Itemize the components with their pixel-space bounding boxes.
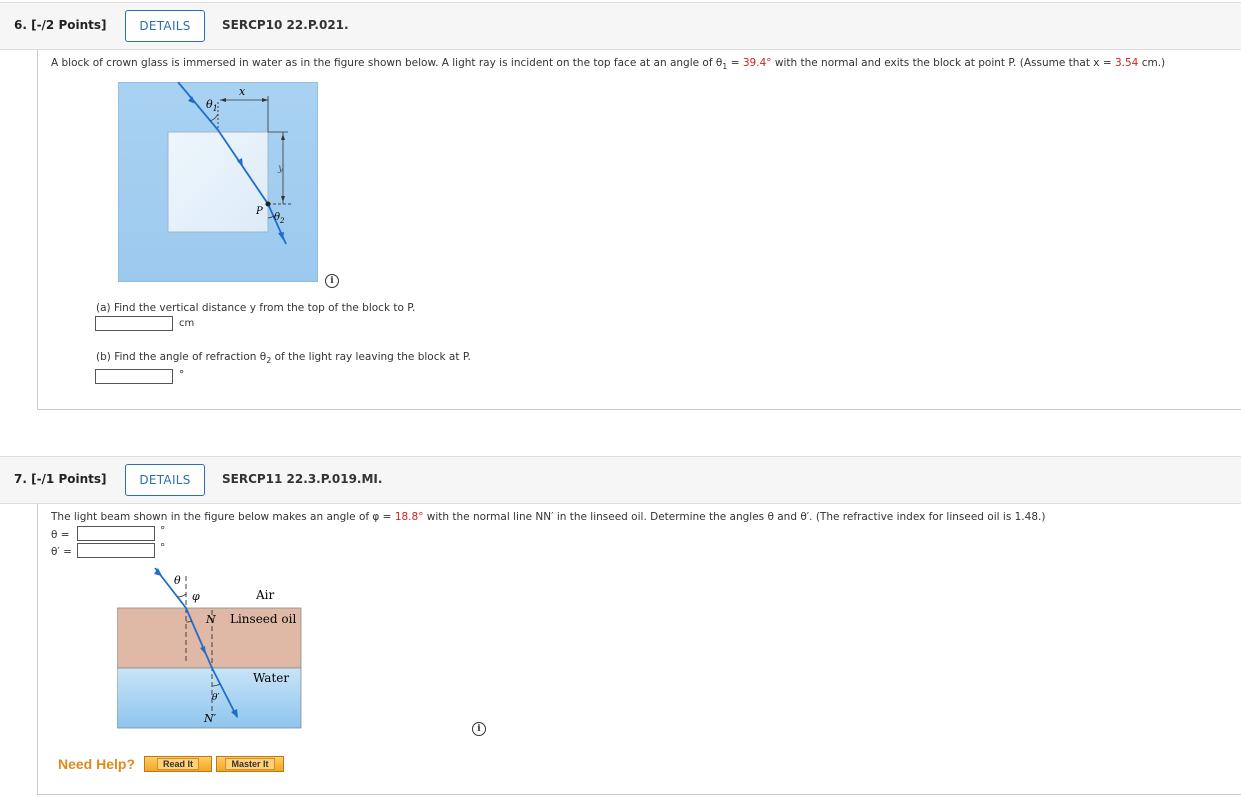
question-6-number: 6. [-/2 Points]: [14, 18, 107, 32]
theta-prime-unit: °: [160, 542, 166, 554]
part-a-label: (a) Find the vertical distance y from the top of the block to P.: [96, 302, 416, 314]
label-theta1: $\theta_1$: [206, 98, 218, 113]
info-icon[interactable]: i: [325, 274, 339, 288]
answer-a-input[interactable]: [95, 316, 173, 331]
x-value: 3.54: [1114, 57, 1139, 69]
answer-b-input[interactable]: [95, 369, 173, 384]
info-icon[interactable]: i: [472, 722, 486, 736]
question-7-number: 7. [-/1 Points]: [14, 472, 107, 486]
label-phi: φ: [192, 590, 200, 603]
figure-linseed-oil: [117, 562, 307, 732]
part-b-label: (b) Find the angle of refraction $\theta_2$ of the light ray leaving the block at P.: [96, 351, 471, 366]
need-help-label: Need Help?: [58, 756, 136, 772]
point-p: [266, 202, 271, 207]
figure-glass-block: [118, 82, 318, 282]
label-x: x: [239, 85, 246, 98]
phi-value: 18.8°: [394, 511, 424, 523]
answer-a-unit: cm: [179, 318, 195, 329]
theta-prime-label: θ′ =: [51, 546, 72, 558]
label-linseed-oil: Linseed oil: [230, 612, 297, 626]
theta-prime-input[interactable]: [77, 543, 155, 558]
theta-unit: °: [160, 525, 166, 537]
question-7-code: SERCP11 22.3.P.019.MI.: [222, 472, 383, 486]
label-theta: θ: [174, 574, 181, 587]
label-y: y: [278, 163, 284, 174]
master-it-button[interactable]: Master It: [216, 756, 284, 772]
question-6-prompt: A block of crown glass is immersed in water as in the figure shown below. A light ray is incident on the top face at an angle of $\theta_1 = 39.4^\circ$ with the normal and exits the block at point P. (Assume that x = 3.54 cm.): [51, 57, 1166, 72]
read-it-button[interactable]: Read It: [144, 756, 212, 772]
label-water: Water: [253, 671, 290, 685]
question-6-code: SERCP10 22.P.021.: [222, 18, 349, 32]
theta1-value: 39.4°: [742, 57, 772, 69]
label-n: N: [206, 613, 216, 626]
theta-input[interactable]: [77, 526, 155, 541]
theta-label: θ =: [51, 529, 70, 541]
label-air: Air: [256, 588, 275, 602]
question-6-details-button[interactable]: DETAILS: [125, 10, 205, 42]
question-7-prompt: The light beam shown in the figure below makes an angle of φ = 18.8° with the normal line NN′ in the linseed oil. Determine the angles θ and θ′. (The refractive index for linseed oil is 1.48.): [51, 511, 1046, 523]
answer-b-unit: °: [179, 369, 185, 381]
label-n-prime: N′: [204, 712, 217, 725]
label-p: P: [256, 206, 263, 217]
label-theta-prime: θ′: [212, 693, 220, 703]
question-7-details-button[interactable]: DETAILS: [125, 464, 205, 496]
question-6-header: [0, 2, 1241, 50]
label-theta2: $\theta_2$: [274, 212, 285, 225]
question-7-header: [0, 456, 1241, 504]
